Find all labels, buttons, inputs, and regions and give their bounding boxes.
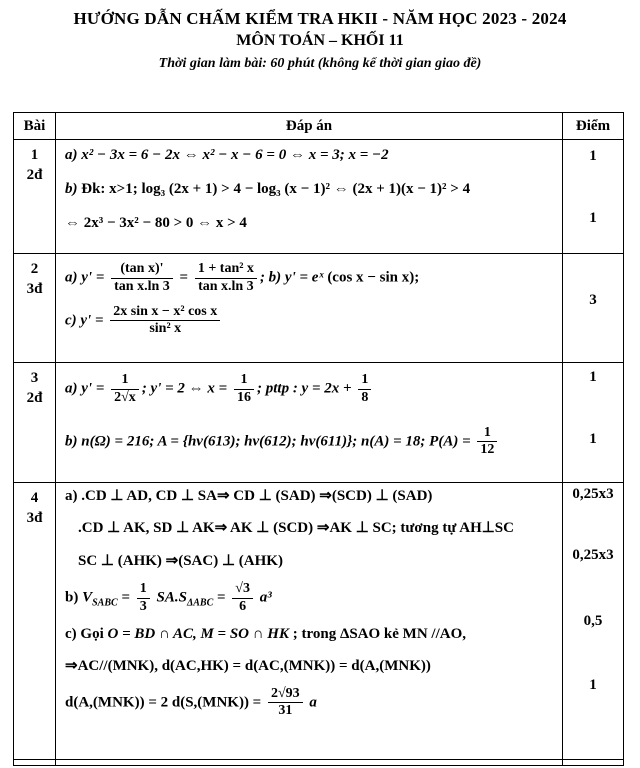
fraction: $\frac{√3}{6}$ [232,581,253,616]
answer-line: a) x² − 3x = 6 − 2x ⇔ x² − x − 6 = 0 ⇔ x = 3; x = −2 [65,147,389,163]
fraction: $\frac{1}{2√x}$ [111,372,139,407]
answer-line: b) n(Ω) = 216; A = {hv(613); hv(612); hv(611)}; n(A) = 18; P(A) = $\frac{1}{12}$ [65,424,556,461]
column-header-bai: Bài [14,113,56,139]
fraction: $\frac{\text{2x sin x − x² cos x}}{\text{sin² x}}$ [110,304,220,339]
fraction: $\frac{1}{12}$ [477,425,497,460]
score-cell [563,363,623,482]
column-header-diem: Điểm [575,117,611,134]
problem-total-marks: 3đ [26,510,43,527]
answer-line: d(A,(MNK)) = 2 d(S,(MNK)) = $\frac{2√93}{31}$ a [65,685,317,719]
fraction: $\frac{1}{8}$ [358,372,371,407]
score-value: 1 [589,148,597,164]
problem-total-marks: 3đ [26,281,43,298]
problem-number-cell [14,760,56,765]
score-cell [563,483,623,759]
score-value: 1 [589,210,597,226]
score-cell [563,140,623,253]
answer-line: c) y' = $\frac{\text{2x sin x − x² cos x}}{\text{sin² x}}$ [65,303,556,340]
problem-number: 1 [30,147,39,163]
answer-cell [56,760,563,765]
score-value: 0,5 [583,613,603,629]
table-header-row [14,113,623,140]
score-value: 1 [589,431,597,447]
answer-line: a) y' = $\frac{\text{(tan x)'}}{\text{tan x.ln 3}}$ = $\frac{\text{1 + tan² x}}{\text{tan x.ln 3}}$ ; b) y' = eˣ (cos x − sin x); [65,261,420,294]
table-row-partial [14,760,623,765]
answer-cell [56,483,563,759]
answer-cell [56,140,563,253]
answer-line: a) .CD ⊥ AD, CD ⊥ SA⇒ CD ⊥ (SAD) ⇒(SCD) ⊥ (SAD) [65,488,433,504]
problem-number-cell [14,140,56,253]
score-cell [563,760,623,765]
answer-line: .CD ⊥ AK, SD ⊥ AK⇒ AK ⊥ (SCD) ⇒AK ⊥ SC; tương tự AH⊥SC [78,520,514,536]
fraction: $\frac{2√93}{31}$ [268,686,303,721]
table-row-problem-1 [14,140,623,254]
score-value: 1 [589,677,597,693]
problem-number-cell [14,483,56,759]
score-value: 0,25x3 [572,547,614,563]
score-value: 3 [589,292,597,308]
fraction: $\frac{\text{1 + tan² x}}{\text{tan x.ln 3}}$ [195,261,257,296]
answer-line: b) Đk: x>1; log₃ (2x + 1) > 4 − log₃ (x − 1)² ⇔ (2x + 1)(x − 1)² > 4 [65,181,471,197]
table-row-problem-3 [14,363,623,483]
score-value: 0,25x3 [572,486,614,502]
problem-number-cell [14,363,56,482]
answer-key-table [13,112,624,766]
title-line-2: MÔN TOÁN – KHỐI 11 [236,32,404,49]
answer-line: ⇔ 2x³ − 3x² − 80 > 0 ⇔ x > 4 [65,215,247,231]
title-line-1: HƯỚNG DẪN CHẤM KIỂM TRA HKII - NĂM HỌC 2023 - 2024 [73,9,567,28]
fraction: $\frac{1}{3}$ [137,581,150,616]
fraction: $\frac{\text{(tan x)'}}{\text{tan x.ln 3}}$ [111,261,173,296]
problem-number: 3 [30,370,39,386]
table-row-problem-4 [14,483,623,760]
answer-cell [56,363,563,482]
title-line-3: Thời gian làm bài: 60 phút (không kể thời gian giao đề) [158,56,482,71]
problem-total-marks: 2đ [26,390,43,407]
problem-number: 4 [30,490,39,506]
answer-cell [56,254,563,362]
score-value: 1 [589,369,597,385]
fraction: $\frac{1}{16}$ [234,372,254,407]
answer-line: b) $V_{SABC}$ = $\frac{1}{3}$ $SA.S_{\Delta ABC}$ = $\frac{√3}{6}$ a³ [65,581,272,614]
score-cell [563,254,623,362]
document-header [0,0,640,72]
answer-line: ⇒AC//(MNK), d(AC,HK) = d(AC,(MNK)) = d(A,(MNK)) [65,657,431,674]
problem-number: 2 [30,261,39,277]
problem-number-cell [14,254,56,362]
column-header-dapan: Đáp án [56,113,563,139]
answer-line: a) y' = $\frac{1}{2√x}$ ; y' = 2 ⇔ x = $\frac{1}{16}$ ; pttp : y = 2x + $\frac{1}{8}$ [65,371,556,408]
answer-line: SC ⊥ (AHK) ⇒(SAC) ⊥ (AHK) [78,553,283,569]
answer-line: c) Gọi O = BD ∩ AC, M = SO ∩ HK ; trong ΔSAO kẻ MN //AO, [65,625,467,642]
table-row-problem-2 [14,254,623,363]
problem-total-marks: 2đ [26,167,43,184]
